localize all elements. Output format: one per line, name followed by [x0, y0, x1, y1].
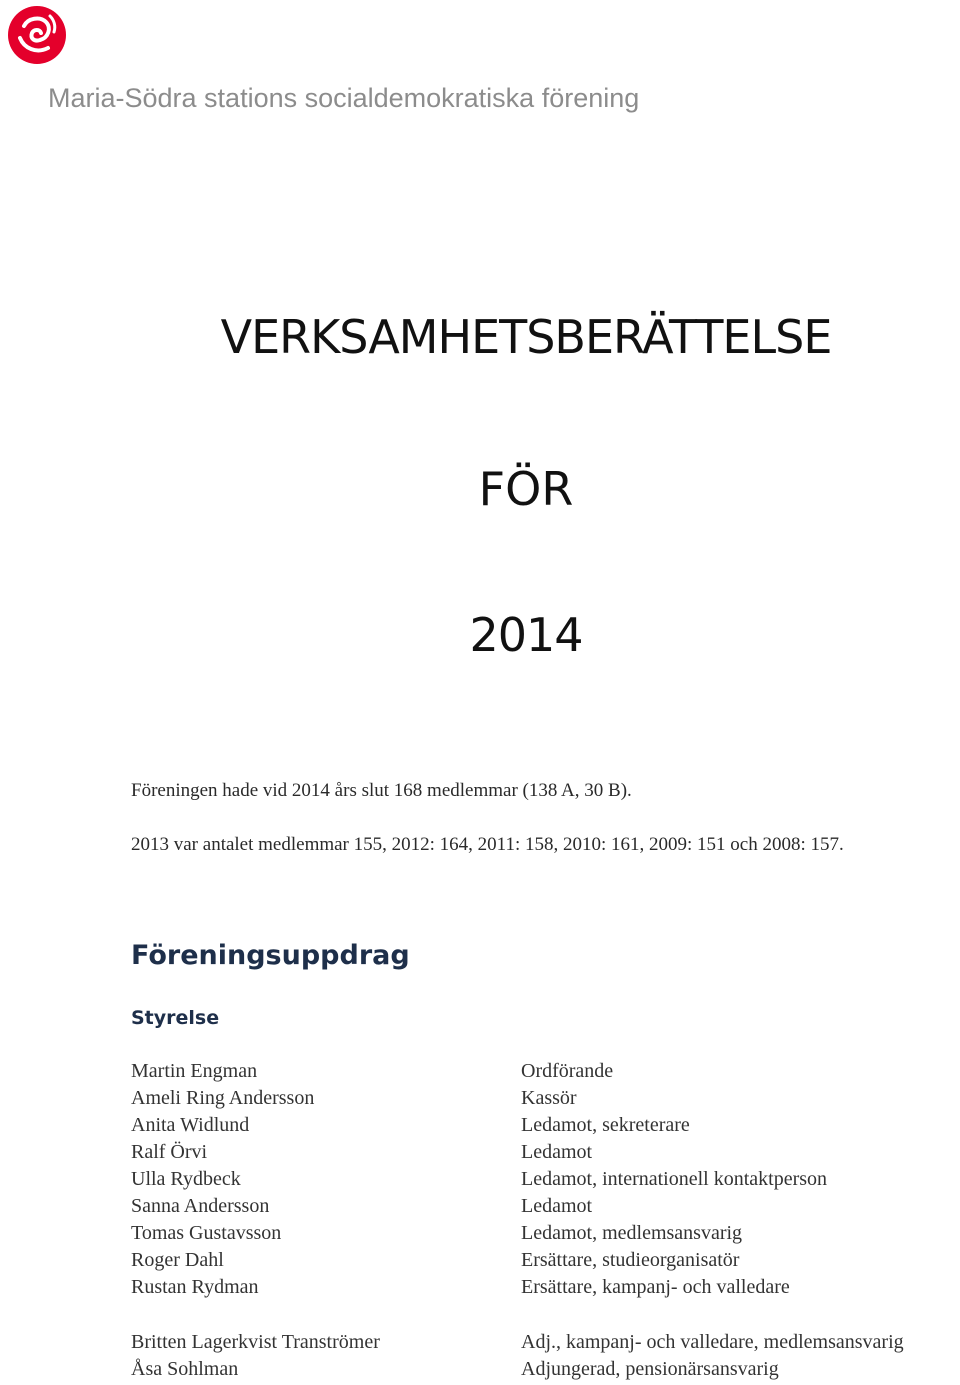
member-name: Åsa Sohlman: [131, 1358, 239, 1380]
board-row: [131, 1085, 960, 1112]
member-role: Ledamot: [521, 1141, 593, 1163]
title-year: 2014: [469, 608, 583, 662]
member-role: Ersättare, kampanj- och valledare: [521, 1276, 790, 1298]
member-name: Tomas Gustavsson: [131, 1222, 282, 1244]
adjunct-row: [131, 1329, 960, 1356]
board-row: [131, 1058, 960, 1085]
board-row: [131, 1166, 960, 1193]
member-role: Adjungerad, pensionärsansvarig: [521, 1358, 779, 1380]
member-role: Ledamot, medlemsansvarig: [521, 1222, 743, 1244]
title-for: FÖR: [478, 462, 574, 516]
member-role: Kassör: [521, 1087, 577, 1109]
member-name: Rustan Rydman: [131, 1276, 259, 1298]
board-row: [131, 1112, 960, 1139]
member-name: Martin Engman: [131, 1060, 258, 1082]
organization-header: Maria-Södra stations socialdemokratiska förening: [48, 83, 640, 113]
rose-logo-icon: [6, 4, 68, 66]
member-role: Ledamot, sekreterare: [521, 1114, 690, 1136]
document-title: VERKSAMHETSBERÄTTELSE: [220, 310, 832, 364]
board-row: [131, 1193, 960, 1220]
member-role: Ersättare, studieorganisatör: [521, 1249, 740, 1271]
adjunct-list: [131, 1329, 960, 1383]
member-role: Ledamot, internationell kontaktperson: [521, 1168, 828, 1190]
section-heading: Föreningsuppdrag: [131, 940, 410, 971]
member-name: Ralf Örvi: [131, 1141, 208, 1163]
member-name: Roger Dahl: [131, 1249, 224, 1271]
board-list: [131, 1058, 960, 1301]
member-role: Adj., kampanj- och valledare, medlemsansvarig: [521, 1331, 904, 1353]
member-name: Britten Lagerkvist Tranströmer: [131, 1331, 380, 1353]
members-paragraph: Föreningen hade vid 2014 års slut 168 medlemmar (138 A, 30 B).: [131, 780, 632, 801]
board-row: [131, 1139, 960, 1166]
member-name: Ameli Ring Andersson: [131, 1087, 315, 1109]
board-row: [131, 1274, 960, 1301]
board-row: [131, 1247, 960, 1274]
member-name: Ulla Rydbeck: [131, 1168, 241, 1190]
board-row: [131, 1220, 960, 1247]
member-role: Ordförande: [521, 1060, 614, 1082]
member-role: Ledamot: [521, 1195, 593, 1217]
member-name: Anita Widlund: [131, 1114, 250, 1136]
subsection-heading: Styrelse: [131, 1007, 220, 1029]
adjunct-row: [131, 1356, 960, 1383]
member-name: Sanna Andersson: [131, 1195, 270, 1217]
history-paragraph: 2013 var antalet medlemmar 155, 2012: 164, 2011: 158, 2010: 161, 2009: 151 och 2008: 157.: [131, 834, 844, 855]
